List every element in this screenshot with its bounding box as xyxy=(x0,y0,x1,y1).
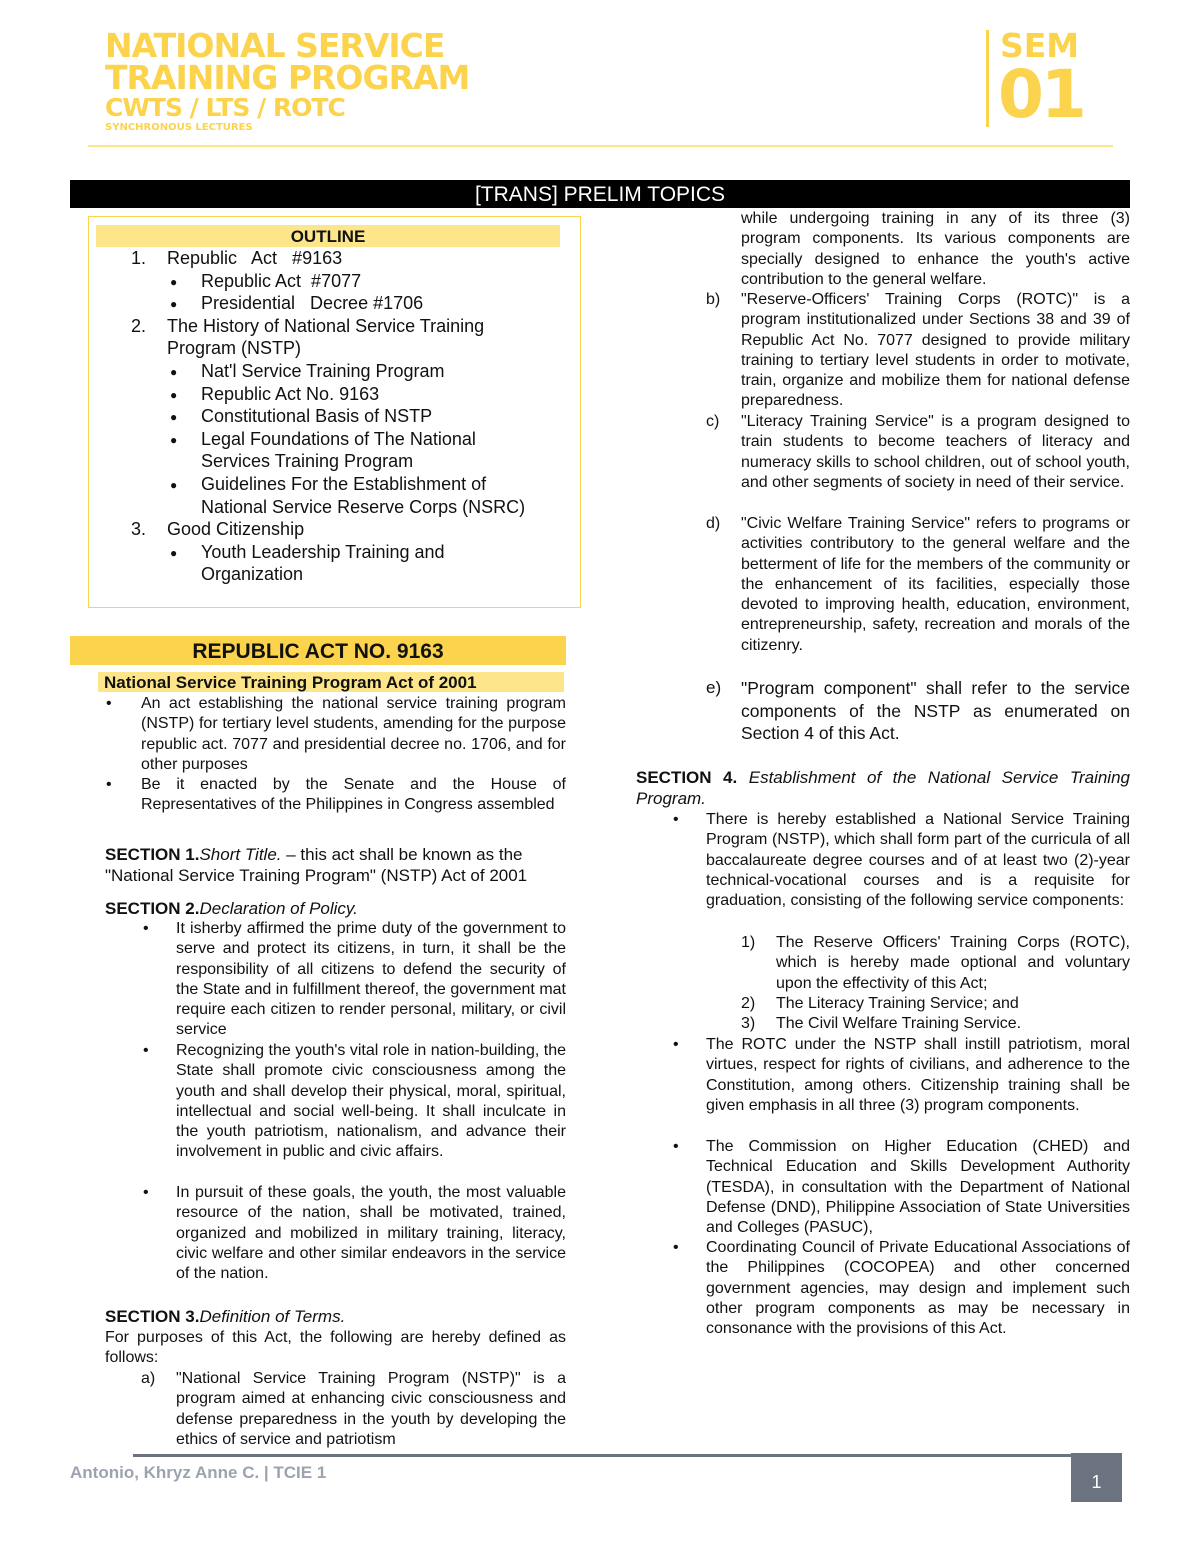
outline-item-text: Constitutional Basis of NSTP xyxy=(201,406,433,427)
sec4-bullet-2: The ROTC under the NSTP shall instill patriotism, moral virtues, respect for rights of civilians, and adherence to the Constitution, among others. Citizenship training shall be given emphasis in all three (3) program components. xyxy=(706,1036,1130,1114)
section-2-heading xyxy=(105,898,566,919)
intro-bullet-2: Be it enacted by the Senate and the House of Representatives of the Philippines in Congress assembled xyxy=(141,776,566,814)
section-3-intro: For purposes of this Act, the following are hereby defined as follows: xyxy=(105,1329,566,1367)
bullet-icon: • xyxy=(143,1184,149,1201)
bullet-icon: ● xyxy=(170,432,178,447)
section-1 xyxy=(105,844,566,886)
section-4-title: Establishment of the National Service Training Program. xyxy=(636,768,1130,808)
ra-heading: REPUBLIC ACT NO. 9163 xyxy=(70,636,566,665)
sec4-item-1-marker: 1) xyxy=(741,934,756,951)
sec4-bullet-1: There is hereby established a National Service Training Program (NSTP), which shall form part of the curricula of all baccalaureate degree courses and of at least two (2)-year technical-vocational courses and is a requisite for graduation, consisting of the following service components: xyxy=(706,811,1130,910)
sec4-item-1-text: The Reserve Officers' Training Corps (ROTC), which is hereby made optional and voluntary upon the effectivity of this Act; xyxy=(776,934,1130,992)
bullet-icon: ● xyxy=(170,410,178,425)
outline-item-text: Services Training Program xyxy=(201,451,414,472)
def-c-text: "Literacy Training Service" is a program designed to train students to become teachers of literacy and numeracy skills to school children, out of school youth, and other segments of society in need of their service. xyxy=(741,413,1130,491)
header-rule xyxy=(88,145,1113,147)
outline-item-text: Program (NSTP) xyxy=(167,338,302,359)
def-d-marker: d) xyxy=(706,515,721,532)
outline-item-text: Republic Act No. 9163 xyxy=(201,383,380,404)
bullet-icon: • xyxy=(143,920,149,937)
sem-number: 01 xyxy=(998,56,1084,133)
topic-banner: [TRANS] PRELIM TOPICS xyxy=(70,180,1130,208)
outline-item-text: Youth Leadership Training and xyxy=(201,541,445,562)
outline-item-text: Republic Act #7077 xyxy=(201,270,362,291)
outline-item-text: Republic Act #9163 xyxy=(167,248,343,268)
sec4-item-2-text: The Literacy Training Service; and xyxy=(776,995,1019,1012)
def-a-continued: while undergoing training in any of its three (3) program components. Its various components are specially designed to enhance the youth's active contribution to the general welfare. xyxy=(741,210,1130,288)
outline-item-text: The History of National Service Training xyxy=(167,315,485,336)
footer-rule xyxy=(133,1454,1095,1457)
title-line-3: CWTS / LTS / ROTC xyxy=(105,93,345,122)
section-4-heading xyxy=(636,767,1130,809)
outline-heading: OUTLINE xyxy=(96,225,560,247)
section-3-heading xyxy=(105,1306,566,1327)
sec4-item-2-marker: 2) xyxy=(741,995,756,1012)
section-2-label: SECTION 2. xyxy=(105,899,200,918)
section-1-title: Short Title. xyxy=(199,845,282,864)
sem-label: SEM xyxy=(1000,26,1080,65)
section-3-label: SECTION 3. xyxy=(105,1307,200,1326)
sec4-item-3-text: The Civil Welfare Training Service. xyxy=(776,1015,1022,1032)
outline-item-text: Guidelines For the Establishment of xyxy=(201,474,487,494)
section-1-label: SECTION 1. xyxy=(105,845,200,864)
outline-item-text: Organization xyxy=(201,564,304,585)
outline-number: 1. xyxy=(131,248,147,268)
bullet-icon: ● xyxy=(170,387,178,402)
outline-number: 2. xyxy=(131,315,147,336)
bullet-icon: • xyxy=(673,1138,679,1155)
bullet-icon: ● xyxy=(170,274,178,289)
sec2-bullet-2: Recognizing the youth's vital role in nation-building, the State shall promote civic consciousness among the youth and shall develop their physical, moral, spiritual, intellectual and social well-being. It shall inculcate in the youth patriotism, nationalism, and advance their involvement in public and civic affairs. xyxy=(176,1042,566,1161)
section-3-title: Definition of Terms. xyxy=(199,1307,346,1326)
section-4-label: SECTION 4. xyxy=(636,768,738,787)
bullet-icon: • xyxy=(673,811,679,828)
title-line-2: TRAINING PROGRAM xyxy=(105,58,470,97)
sec4-bullet-4: Coordinating Council of Private Educational Associations of the Philippines (COCOPEA) and other concerned government agencies, may design and implement such other program components as may be necessary in consonance with the provisions of this Act. xyxy=(706,1239,1130,1338)
def-e-text: "Program component" shall refer to the service components of the NSTP as enumerated on Section 4 of this Act. xyxy=(741,678,1130,743)
sem-divider xyxy=(986,30,989,127)
bullet-icon: ● xyxy=(170,365,178,379)
document-title xyxy=(105,26,470,134)
def-a-marker: a) xyxy=(141,1370,156,1387)
title-line-4: SYNCHRONOUS LECTURES xyxy=(105,122,253,133)
def-b-marker: b) xyxy=(706,291,721,308)
outline-item-text: Good Citizenship xyxy=(167,519,305,540)
outline-item-text: Presidential Decree #1706 xyxy=(201,293,424,314)
page-number: 1 xyxy=(1071,1453,1122,1502)
def-a-text: "National Service Training Program (NSTP)" is a program aimed at enhancing civic consciousness and defense preparedness in the youth by developing the ethics of service and patriotism xyxy=(176,1370,566,1448)
bullet-icon: ● xyxy=(170,478,178,492)
def-e-marker: e) xyxy=(706,678,722,697)
section-1-text: – this act shall be known as the "National Service Training Program" (NSTP) Act of 2001 xyxy=(105,845,528,885)
bullet-icon: ● xyxy=(170,545,178,560)
sec4-item-3-marker: 3) xyxy=(741,1015,756,1032)
bullet-icon: • xyxy=(673,1239,679,1256)
ra-subheading: National Service Training Program Act of 2001 xyxy=(98,672,564,692)
intro-bullet-1: An act establishing the national service training program (NSTP) for tertiary level students, amending for the purpose republic act. 7077 and presidential decree no. 1706, and for other purposes xyxy=(141,695,566,773)
bullet-icon: • xyxy=(106,695,112,712)
sec4-bullet-3: The Commission on Higher Education (CHED) and Technical Education and Skills Development Authority (TESDA), in consultation with the Department of National Defense (DND), Philippine Association of State Universities and Colleges (PASUC), xyxy=(706,1138,1130,1237)
bullet-icon: ● xyxy=(170,297,178,312)
outline-item-text: National Service Reserve Corps (NSRC) xyxy=(201,496,526,517)
sec2-bullet-3: In pursuit of these goals, the youth, the most valuable resource of the nation, shall be motivated, trained, organized and mobilized in military training, literacy, civic welfare and other similar endeavors in the service of the nation. xyxy=(176,1184,566,1283)
bullet-icon: • xyxy=(143,1042,149,1059)
footer-author: Antonio, Khryz Anne C. | TCIE 1 xyxy=(70,1463,327,1482)
def-d-text: "Civic Welfare Training Service" refers to programs or activities contributory to the general welfare and the betterment of life for the members of the community or the enhancement of its facilities, especially those devoted to improving health, education, environment, entrepreneurship, safety, recreation and morals of the citizenry. xyxy=(741,515,1130,654)
outline-item-text: Nat'l Service Training Program xyxy=(201,361,445,381)
section-2-title: Declaration of Policy. xyxy=(199,899,358,918)
title-line-1: NATIONAL SERVICE xyxy=(105,26,445,65)
bullet-icon: • xyxy=(673,1036,679,1053)
def-c-marker: c) xyxy=(706,413,720,430)
outline-item-text: Legal Foundations of The National xyxy=(201,428,476,449)
sec2-bullet-1: It isherby affirmed the prime duty of the government to serve and protect its citizens, in turn, it shall be the responsibility of all citizens to defend the security of the State and in fulfillment thereof, the government mat require each citizen to render personal, military, or civil service xyxy=(176,920,566,1039)
outline-number: 3. xyxy=(131,519,147,540)
def-b-text: "Reserve-Officers' Training Corps (ROTC)" is a program institutionalized under Sections 38 and 39 of Republic Act No. 7077 designed to provide military training to tertiary level students in order to motivate, train, organize and mobilize them for national defense preparedness. xyxy=(741,291,1130,410)
bullet-icon: • xyxy=(106,776,112,793)
